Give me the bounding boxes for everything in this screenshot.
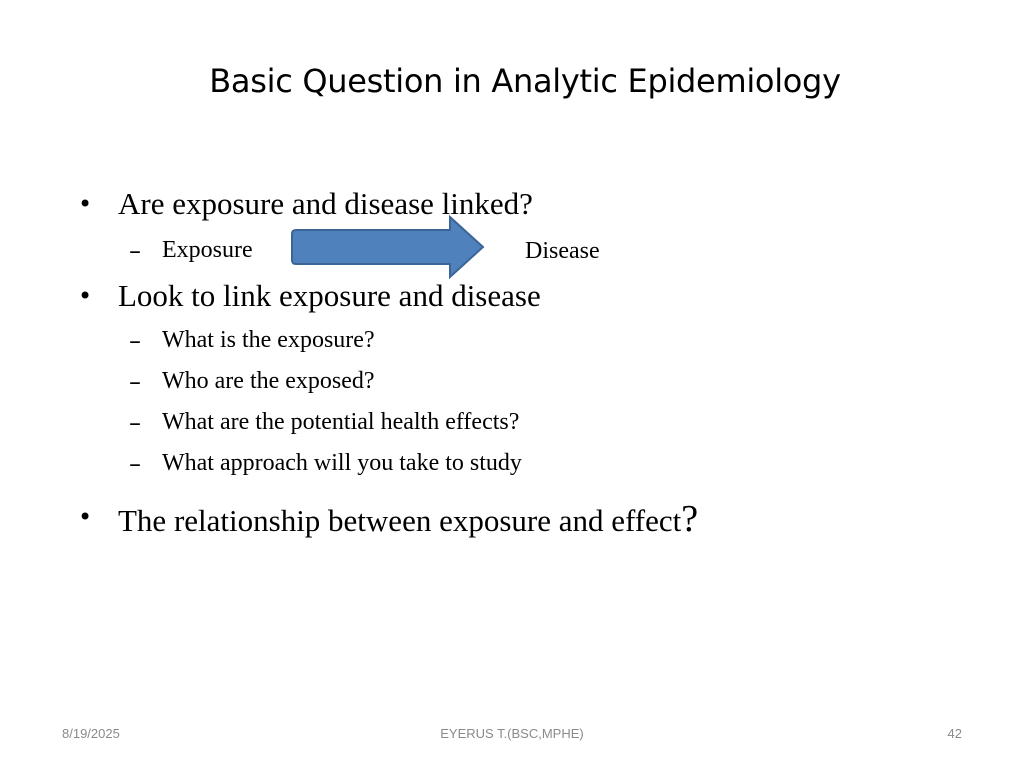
dash-glyph: – bbox=[129, 237, 141, 265]
dash-glyph: – bbox=[129, 327, 141, 355]
bullet-glyph: • bbox=[78, 190, 93, 218]
bullet-text-main: The relationship between exposure and effect bbox=[118, 503, 682, 538]
slide-number: 42 bbox=[947, 726, 962, 741]
bullet-text: Look to link exposure and disease bbox=[118, 278, 541, 313]
bullet-glyph: • bbox=[78, 503, 93, 531]
disease-label: Disease bbox=[525, 238, 600, 264]
question-mark: ? bbox=[681, 498, 699, 540]
sub-bullet-text: What are the potential health effects? bbox=[162, 409, 520, 435]
dash-glyph: – bbox=[129, 409, 141, 437]
sub-bullet-text: What is the exposure? bbox=[162, 327, 375, 353]
footer-author: EYERUS T.(BSC,MPHE) bbox=[440, 726, 584, 741]
bullet-text bbox=[118, 497, 698, 541]
dash-glyph: – bbox=[129, 450, 141, 478]
dash-glyph: – bbox=[129, 368, 141, 396]
sub-bullet-text: What approach will you take to study bbox=[162, 450, 522, 476]
exposure-label: Exposure bbox=[162, 237, 253, 263]
slide-title: Basic Question in Analytic Epidemiology bbox=[209, 62, 841, 100]
bullet-text: Are exposure and disease linked? bbox=[118, 186, 533, 221]
sub-bullet-text: Who are the exposed? bbox=[162, 368, 375, 394]
footer-date: 8/19/2025 bbox=[62, 726, 120, 741]
bullet-glyph: • bbox=[78, 282, 93, 310]
right-arrow-icon bbox=[290, 214, 490, 280]
